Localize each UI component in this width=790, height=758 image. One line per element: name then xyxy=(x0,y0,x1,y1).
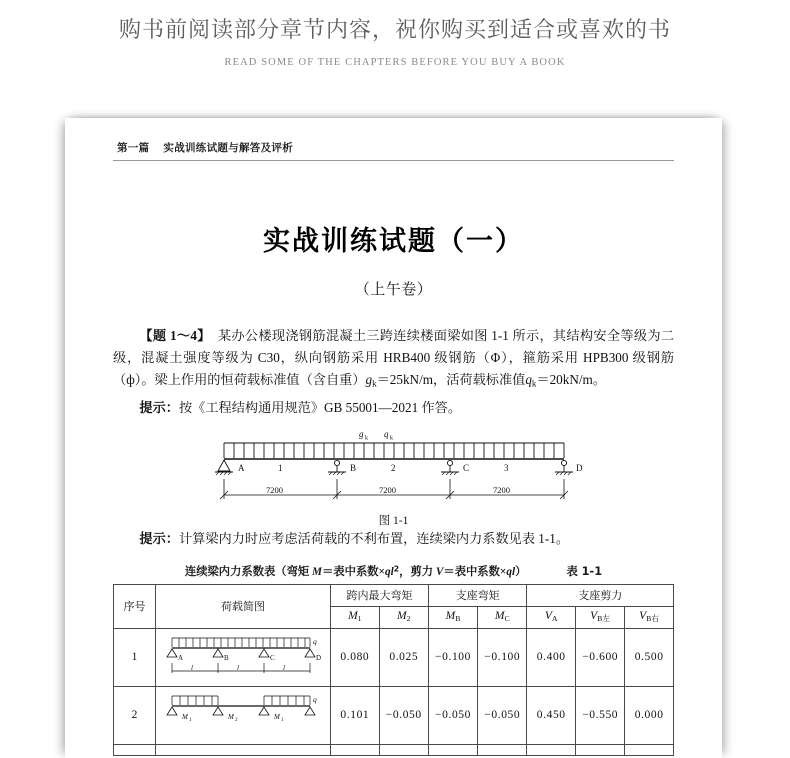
gk-value: ＝25kN/m xyxy=(376,372,434,387)
figure-dimension-2: 7200 xyxy=(378,484,396,495)
figure-span-label-1: 1 xyxy=(277,462,282,473)
beam-figure xyxy=(113,427,674,528)
question-text-2: ），箍筋采用 HPB300 级钢筋（ xyxy=(113,350,674,387)
row-diagram xyxy=(156,686,331,744)
banner-english-text: READ SOME OF THE CHAPTERS BEFORE YOU BUY A BOOK xyxy=(224,57,566,68)
table-title-main: 连续梁内力系数表 xyxy=(184,564,276,578)
svg-text:l: l xyxy=(237,663,239,672)
table-header-vb-right: $V_{B右}$ xyxy=(625,606,674,628)
table-row xyxy=(114,686,674,744)
row-value-va: 0.400 xyxy=(527,628,576,686)
table-title-m: M xyxy=(312,565,323,578)
figure-dimension-3: 7200 xyxy=(492,484,510,495)
hrb400-symbol: Φ xyxy=(490,350,501,365)
row-diagram-support-D: D xyxy=(316,653,322,662)
row-value-mc: −0.100 xyxy=(478,628,527,686)
qk-subscript: k xyxy=(531,378,537,389)
figure-support-label-A: A xyxy=(237,462,244,473)
table-header-vb-left: $V_{B左}$ xyxy=(576,606,625,628)
table-title-q2: q xyxy=(506,565,512,578)
qk-value: ＝20kN/m。 xyxy=(536,372,607,387)
figure-caption: 图 1-1 xyxy=(378,514,409,527)
table-header-mb: $M_B$ xyxy=(428,606,477,628)
row-value-vb-left: −0.600 xyxy=(576,628,625,686)
table-title-v: V xyxy=(435,565,444,578)
figure-load-label-q: q xyxy=(383,428,388,439)
figure-span-label-2: 2 xyxy=(390,462,395,473)
table-title xyxy=(185,563,527,579)
figure-support-D xyxy=(555,460,573,475)
row-value-m1: 0.101 xyxy=(331,686,380,744)
table-title-v-eq: ＝表中系数× xyxy=(443,565,507,578)
question-label: 【题 1～4】 xyxy=(139,328,211,343)
svg-text:l: l xyxy=(283,663,285,672)
document-page xyxy=(65,118,722,758)
figure-span-label-3: 3 xyxy=(503,462,508,473)
row-value-m1: 0.080 xyxy=(331,628,380,686)
svg-text:1: 1 xyxy=(281,717,284,723)
row-diagram-load-label: q xyxy=(313,636,317,646)
figure-support-C xyxy=(441,460,459,475)
table-header-group-support-moment: 支座弯矩 xyxy=(428,584,527,606)
running-header xyxy=(113,140,674,160)
running-header-rule xyxy=(113,160,674,161)
hint-text-1: 按《工程结构通用规范》GB 55001—2021 作答。 xyxy=(178,399,462,415)
table-header-mc: $M_C$ xyxy=(478,606,527,628)
hint-label-1: 提示： xyxy=(139,399,179,415)
question-text-1: 某办公楼现浇钢筋混凝土三跨连续楼面梁如图 1-1 所示，其结构安全等级为二级，混凝土强度等级为 C30，纵向钢筋采用 HRB400 级钢筋（ xyxy=(113,328,675,365)
continuous-beam-diagram xyxy=(198,427,590,505)
running-header-title: 实战训练试题与解答及评析 xyxy=(163,142,294,154)
row-value-mb: −0.100 xyxy=(428,628,477,686)
page-sheet-container xyxy=(65,118,722,758)
promo-banner xyxy=(0,0,790,68)
table-title-mid: ，剪力 xyxy=(399,565,436,578)
row-diagram-support-B: B xyxy=(224,653,229,662)
table-title-q1: q xyxy=(385,565,391,578)
qk-symbol: q xyxy=(525,372,532,387)
question-text-3: ）。梁上作用的恒荷载标准值（含自重） xyxy=(134,372,366,387)
figure-support-label-D: D xyxy=(575,462,582,473)
table-title-row xyxy=(113,563,674,579)
row-value-vb-left: −0.550 xyxy=(576,686,625,744)
figure-dimension-1: 7200 xyxy=(265,484,283,495)
figure-support-label-B: B xyxy=(349,462,356,473)
hint-paragraph-2 xyxy=(113,528,674,550)
figure-load-label-g: g xyxy=(358,428,363,439)
table-header-index: 序号 xyxy=(114,584,156,628)
table-header-group-span-moment: 跨内最大弯矩 xyxy=(331,584,429,606)
figure-support-B xyxy=(328,460,346,475)
load-diagram-spans-1-3 xyxy=(158,691,328,737)
table-header-row-1 xyxy=(114,584,674,606)
svg-text:1: 1 xyxy=(189,717,192,723)
row-value-mb: −0.050 xyxy=(428,686,477,744)
figure-support-label-C: C xyxy=(462,462,469,473)
question-body xyxy=(113,325,674,419)
figure-support-A xyxy=(215,460,233,475)
banner-chinese-text: 购书前阅读部分章节内容，祝你购买到适合或喜欢的书 xyxy=(118,18,671,43)
svg-text:l: l xyxy=(191,663,193,672)
row-diagram-support-A: A xyxy=(178,653,184,662)
load-diagram-all-spans xyxy=(158,633,328,679)
row-value-va: 0.450 xyxy=(527,686,576,744)
figure-load-label-g-sub: k xyxy=(364,435,368,441)
svg-text:2: 2 xyxy=(235,717,238,723)
coefficient-table xyxy=(113,584,674,756)
table-title-l1: l xyxy=(390,565,394,578)
table-header-va: $V_A$ xyxy=(527,606,576,628)
row-index: 1 xyxy=(114,628,156,686)
row-value-mc: −0.050 xyxy=(478,686,527,744)
row-value-m2: −0.050 xyxy=(379,686,428,744)
table-header-m1: $M_1$ xyxy=(331,606,380,628)
table-number: 表 1-1 xyxy=(566,564,603,578)
svg-text:M: M xyxy=(228,712,234,721)
hint-text-2: 计算梁内力时应考虑活荷载的不利布置，连续梁内力系数见表 1-1。 xyxy=(178,530,570,546)
table-header-group-support-shear: 支座剪力 xyxy=(527,584,674,606)
row-value-vb-right: 0.500 xyxy=(625,628,674,686)
table-title-paren-close: ） xyxy=(515,565,527,578)
page-title: 实战训练试题（一） xyxy=(263,226,524,257)
gk-subscript: k xyxy=(372,378,377,389)
svg-text:M: M xyxy=(274,712,280,721)
figure-load-arrows xyxy=(224,443,564,458)
hint-label-2: 提示： xyxy=(139,530,179,546)
page-subtitle: （上午卷） xyxy=(354,282,433,298)
table-title-paren-open: （弯矩 xyxy=(275,565,313,578)
gk-symbol: g xyxy=(365,372,373,387)
hpb300-symbol: ф xyxy=(126,372,135,387)
row-value-m2: 0.025 xyxy=(379,628,428,686)
table-title-sup: 2 xyxy=(393,564,400,574)
svg-text:M: M xyxy=(182,712,188,721)
figure-load-label-q-sub: k xyxy=(389,435,393,441)
table-row xyxy=(114,628,674,686)
row-index: 2 xyxy=(114,686,156,744)
row-diagram-support-C: C xyxy=(270,653,275,662)
table-title-m-eq: ＝表中系数× xyxy=(322,565,385,578)
table-header-m2: $M_2$ xyxy=(379,606,428,628)
question-paragraph xyxy=(113,325,674,395)
row-diagram xyxy=(156,628,331,686)
question-comma: ，活荷载标准值 xyxy=(433,372,526,387)
row-value-vb-right: 0.000 xyxy=(625,686,674,744)
hint-paragraph-1 xyxy=(113,397,674,419)
table-header-diagram: 荷载简图 xyxy=(156,584,331,628)
row-diagram-load-label: q xyxy=(313,694,317,704)
table-title-l2: l xyxy=(512,565,516,578)
running-header-part: 第一篇 xyxy=(117,142,150,154)
